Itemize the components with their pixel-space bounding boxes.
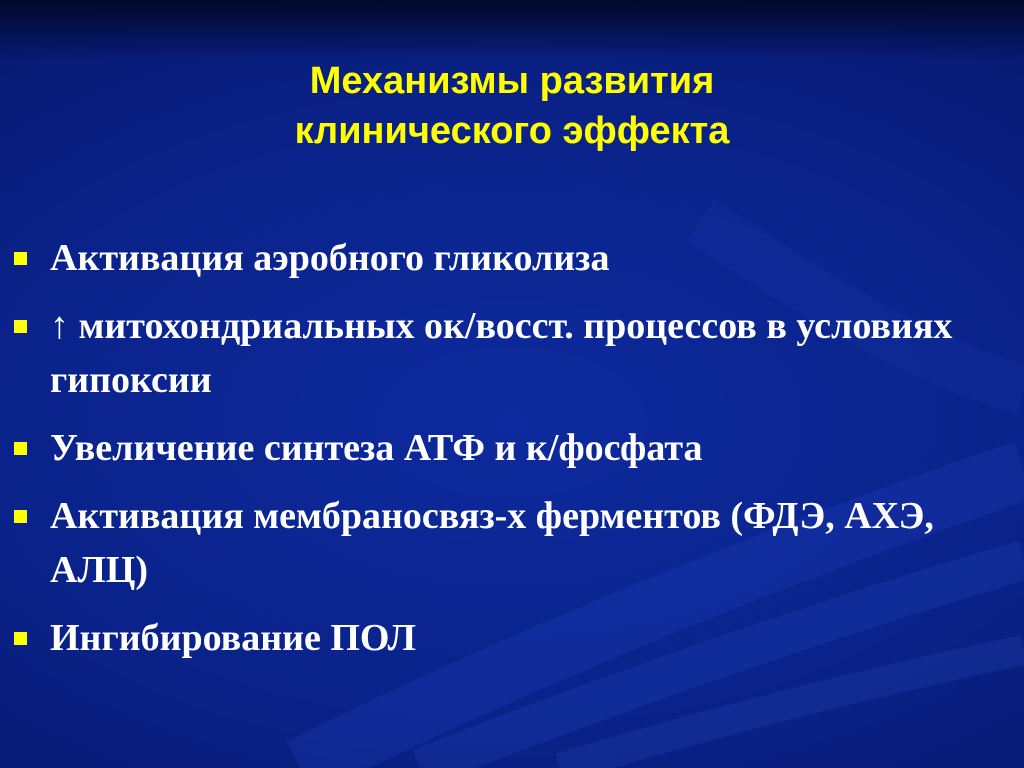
bullet-text: Увеличение синтеза АТФ и к/фосфата — [50, 427, 703, 469]
square-bullet-icon — [14, 510, 27, 523]
title-line-1: Механизмы развития — [309, 60, 715, 102]
bullet-item — [14, 489, 974, 597]
bullet-item — [14, 231, 974, 285]
bullet-text: ↑ митохондриальных ок/восст. процессов в условиях гипоксии — [50, 305, 953, 401]
bullet-item — [14, 611, 974, 665]
square-bullet-icon — [14, 442, 27, 455]
bullet-text: Активация мембраносвяз-х ферментов (ФДЭ, АХЭ, АЛЦ) — [50, 495, 934, 591]
slide-title — [0, 56, 1024, 156]
bullet-text: Активация аэробного гликолиза — [50, 237, 610, 279]
square-bullet-icon — [14, 632, 27, 645]
bullet-item — [14, 421, 974, 475]
bullet-list — [14, 231, 974, 679]
bullet-text: Ингибирование ПОЛ — [50, 617, 416, 659]
title-line-2: клинического эффекта — [294, 110, 730, 152]
bullet-item — [14, 299, 974, 407]
square-bullet-icon — [14, 320, 27, 333]
square-bullet-icon — [14, 252, 27, 265]
